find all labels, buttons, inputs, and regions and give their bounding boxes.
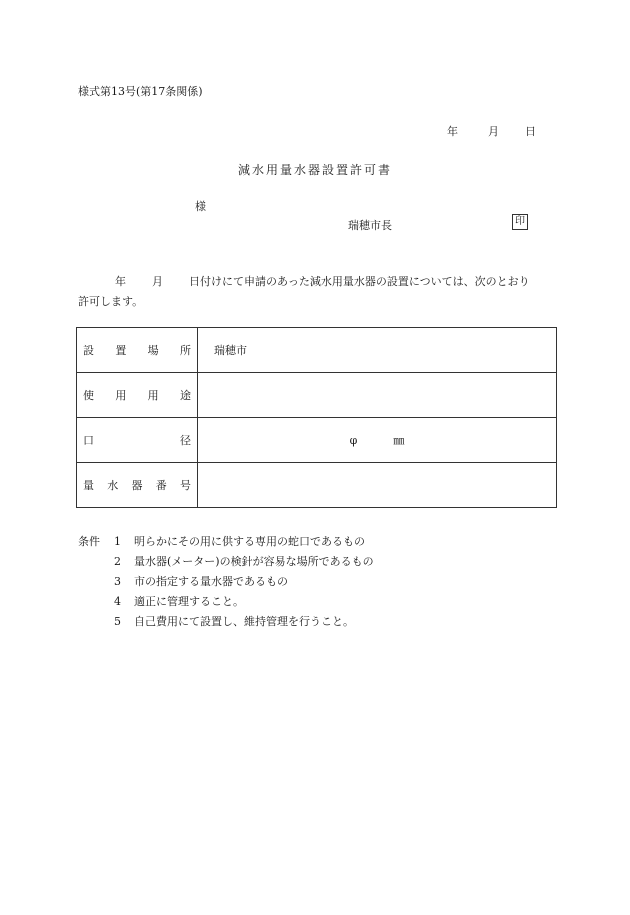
condition-text: 明らかにその用に供する専用の蛇口であるもの bbox=[134, 535, 365, 548]
condition-number: 3 bbox=[114, 575, 121, 588]
statement-line-1 bbox=[78, 272, 558, 292]
label-char: 量 bbox=[83, 479, 94, 492]
label-char: 使 bbox=[83, 389, 94, 402]
table-row-diameter bbox=[77, 418, 557, 463]
condition-number: 5 bbox=[114, 615, 121, 628]
label-location bbox=[77, 328, 198, 373]
value-location: 瑞穂市 bbox=[198, 328, 557, 373]
condition-text: 自己費用にて設置し、維持管理を行うこと。 bbox=[134, 615, 354, 628]
seal-stamp: 印 bbox=[512, 214, 528, 230]
addressee-suffix: 様 bbox=[195, 200, 206, 213]
label-char: 途 bbox=[179, 389, 191, 402]
condition-number: 4 bbox=[114, 595, 121, 608]
condition-number: 2 bbox=[114, 555, 121, 568]
table-row-location bbox=[77, 328, 557, 373]
statement-month-label: 月 bbox=[152, 275, 163, 288]
date-year-label: 年 bbox=[447, 125, 458, 138]
permit-details-table bbox=[76, 327, 557, 508]
condition-number: 1 bbox=[114, 535, 121, 548]
label-char: 口 bbox=[83, 434, 94, 447]
diameter-unit: ㎜ bbox=[393, 434, 405, 447]
table-row-meter-number bbox=[77, 463, 557, 508]
label-char: 場 bbox=[147, 344, 159, 357]
list-item bbox=[78, 592, 374, 612]
conditions-heading: 条件 bbox=[78, 535, 100, 548]
list-item bbox=[78, 552, 374, 572]
statement-year-label: 年 bbox=[115, 275, 126, 288]
condition-text: 量水器(メーター)の検針が容易な場所であるもの bbox=[134, 555, 374, 568]
list-item bbox=[78, 572, 374, 592]
label-purpose bbox=[77, 373, 198, 418]
condition-text: 市の指定する量水器であるもの bbox=[134, 575, 288, 588]
issuer-name: 瑞穂市長 bbox=[348, 219, 392, 232]
date-line bbox=[447, 123, 536, 139]
label-char: 設 bbox=[83, 344, 94, 357]
value-purpose bbox=[198, 373, 557, 418]
label-char: 番 bbox=[155, 479, 167, 492]
diameter-symbol: φ bbox=[349, 434, 358, 447]
value-diameter bbox=[198, 418, 557, 463]
label-char: 所 bbox=[179, 344, 191, 357]
label-char: 用 bbox=[115, 389, 127, 402]
label-char: 用 bbox=[147, 389, 159, 402]
label-char: 器 bbox=[131, 479, 143, 492]
condition-text: 適正に管理すること。 bbox=[134, 595, 244, 608]
permission-statement bbox=[78, 272, 558, 312]
form-number: 様式第13号(第17条関係) bbox=[78, 85, 203, 98]
label-char: 置 bbox=[115, 344, 127, 357]
statement-line-1-text: 日付けにて申請のあった減水用量水器の設置については、次のとおり bbox=[189, 275, 530, 288]
label-meter-number bbox=[77, 463, 198, 508]
label-char: 径 bbox=[180, 434, 191, 447]
label-char: 号 bbox=[180, 479, 191, 492]
conditions-list bbox=[78, 532, 374, 632]
statement-line-2: 許可します。 bbox=[78, 295, 144, 308]
list-item bbox=[78, 612, 374, 632]
list-item bbox=[78, 532, 374, 552]
label-char: 水 bbox=[107, 479, 119, 492]
value-meter-number bbox=[198, 463, 557, 508]
date-month-label: 月 bbox=[488, 125, 499, 138]
table-row-purpose bbox=[77, 373, 557, 418]
document-title: 減水用量水器設置許可書 bbox=[237, 163, 392, 177]
label-diameter bbox=[77, 418, 198, 463]
date-day-label: 日 bbox=[525, 125, 536, 138]
